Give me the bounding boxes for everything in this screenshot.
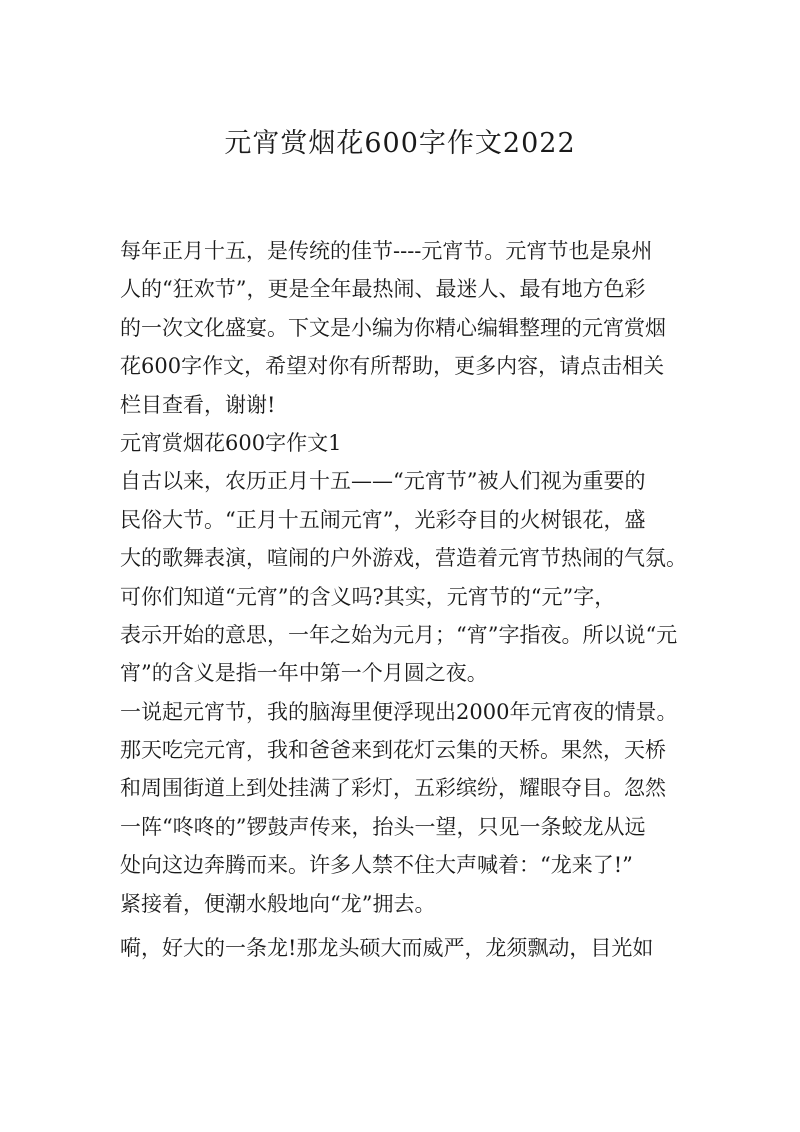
paragraph-memory bbox=[120, 693, 690, 923]
text-line: 大的歌舞表演，喧闹的户外游戏，营造着元宵节热闹的气氛。 bbox=[120, 546, 687, 571]
text-line: 自古以来，农历正月十五——“元宵节”被人们视为重要的 bbox=[120, 469, 646, 494]
document-body bbox=[120, 232, 690, 967]
text-line: 宵”的含义是指一年中第一个月圆之夜。 bbox=[120, 661, 488, 686]
text-line: 一阵“咚咚的”锣鼓声传来，抬头一望，只见一条蛟龙从远 bbox=[120, 814, 646, 839]
section-heading bbox=[120, 424, 690, 462]
text-line: 处向这边奔腾而来。许多人禁不住大声喊着：“龙来了!” bbox=[120, 853, 633, 878]
text-line: 民俗大节。“正月十五闹元宵”，光彩夺目的火树银花，盛 bbox=[120, 507, 646, 532]
section-heading-text: 元宵赏烟花600字作文1 bbox=[120, 430, 342, 455]
text-line: 可你们知道“元宵”的含义吗?其实，元宵节的“元”字， bbox=[120, 584, 616, 609]
paragraph-intro bbox=[120, 232, 690, 424]
document-title: 元宵赏烟花600字作文2022 bbox=[224, 128, 576, 159]
text-line: 花600字作文，希望对你有所帮助，更多内容，请点击相关 bbox=[120, 354, 665, 379]
text-line: 一说起元宵节，我的脑海里便浮现出2000年元宵夜的情景。 bbox=[120, 699, 678, 724]
text-line: 的一次文化盛宴。下文是小编为你精心编辑整理的元宵赏烟 bbox=[120, 315, 666, 340]
text-line: 栏目查看，谢谢! bbox=[120, 392, 276, 417]
text-line: 和周围街道上到处挂满了彩灯，五彩缤纷，耀眼夺目。忽然 bbox=[120, 776, 666, 801]
text-line: 嗬，好大的一条龙!那龙头硕大而威严，龙须飘动，目光如 bbox=[120, 936, 654, 961]
text-line: 紧接着，便潮水般地向“龙”拥去。 bbox=[120, 891, 436, 916]
text-line: 表示开始的意思，一年之始为元月；“宵”字指夜。所以说“元 bbox=[120, 622, 678, 647]
paragraph-dragon bbox=[120, 929, 690, 967]
paragraph-origin bbox=[120, 462, 690, 692]
text-line: 每年正月十五，是传统的佳节----元宵节。元宵节也是泉州 bbox=[120, 239, 653, 263]
text-line: 人的“狂欢节”，更是全年最热闹、最迷人、最有地方色彩 bbox=[120, 277, 646, 302]
text-line: 那天吃完元宵，我和爸爸来到花灯云集的天桥。果然，天桥 bbox=[120, 738, 666, 763]
